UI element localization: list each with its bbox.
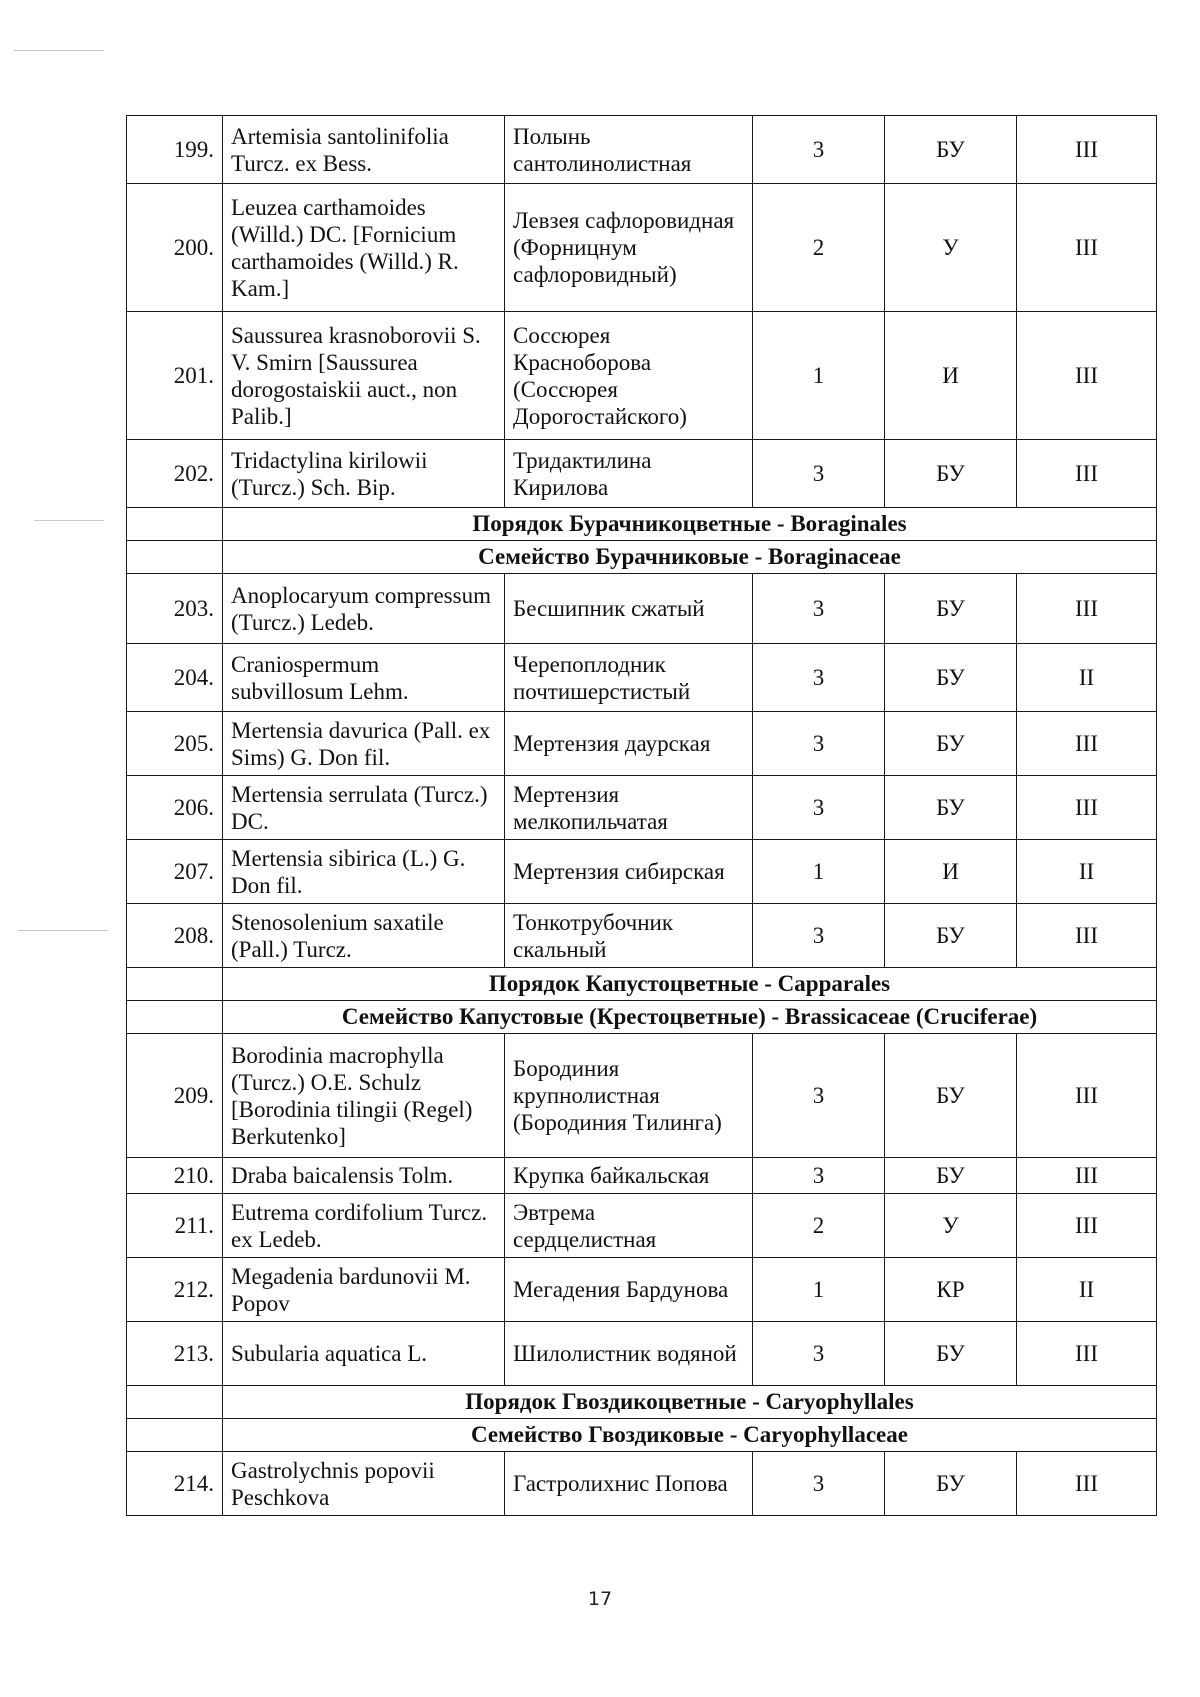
russian-name: Черепоплодник почтишерстистый [505,644,753,712]
row-number: 211. [127,1194,223,1258]
order-heading-row [127,1419,1157,1452]
row-number: 210. [127,1158,223,1194]
latin-name: Gastrolychnis popovii Peschkova [223,1452,505,1516]
species-row [127,1452,1157,1516]
latin-name: Mertensia davurica (Pall. ex Sims) G. Don fil. [223,712,505,776]
row-number: 203. [127,574,223,644]
status-value: БУ [885,644,1017,712]
heading-number-cell [127,508,223,541]
taxon-heading: Семейство Бурачниковые - Boraginaceae [223,541,1157,574]
family-heading-row [127,1001,1157,1034]
latin-name: Artemisia santolinifolia Turcz. ex Bess. [223,116,505,184]
order-heading-row [127,968,1157,1001]
row-number: 205. [127,712,223,776]
species-row [127,1322,1157,1386]
russian-name: Мертензия мелкопильчатая [505,776,753,840]
category-value: 3 [753,574,885,644]
status-value: БУ [885,1452,1017,1516]
row-number: 214. [127,1452,223,1516]
row-number: 207. [127,840,223,904]
russian-name: Левзея сафлоровидная (Форницнум сафлоровидный) [505,184,753,312]
status-value: БУ [885,904,1017,968]
class-value: II [1017,840,1157,904]
scan-artifact-line [14,50,104,51]
class-value: III [1017,312,1157,440]
status-value: БУ [885,1322,1017,1386]
category-value: 3 [753,1452,885,1516]
russian-name: Соссюрея Красноборова (Соссюрея Дорогостайского) [505,312,753,440]
category-value: 3 [753,712,885,776]
species-row [127,1258,1157,1322]
status-value: БУ [885,776,1017,840]
russian-name: Тридактилина Кирилова [505,440,753,508]
russian-name: Шилолистник водяной [505,1322,753,1386]
russian-name: Бесшипник сжатый [505,574,753,644]
family-heading-row [127,1386,1157,1419]
class-value: III [1017,1322,1157,1386]
status-value: И [885,840,1017,904]
status-value: БУ [885,1158,1017,1194]
page-number: 17 [587,1588,613,1610]
russian-name: Крупка байкальская [505,1158,753,1194]
latin-name: Mertensia sibirica (L.) G. Don fil. [223,840,505,904]
species-row [127,312,1157,440]
class-value: III [1017,574,1157,644]
status-value: БУ [885,712,1017,776]
row-number: 201. [127,312,223,440]
category-value: 3 [753,116,885,184]
category-value: 3 [753,904,885,968]
class-value: II [1017,1258,1157,1322]
row-number: 213. [127,1322,223,1386]
class-value: III [1017,776,1157,840]
heading-number-cell [127,1001,223,1034]
category-value: 3 [753,776,885,840]
latin-name: Draba baicalensis Tolm. [223,1158,505,1194]
species-row [127,904,1157,968]
species-row [127,440,1157,508]
latin-name: Eutrema cordifolium Turcz. ex Ledeb. [223,1194,505,1258]
heading-number-cell [127,1419,223,1452]
russian-name: Эвтрема сердцелистная [505,1194,753,1258]
taxon-heading: Семейство Гвоздиковые - Caryophyllaceae [223,1419,1157,1452]
class-value: III [1017,184,1157,312]
russian-name: Полынь сантолинолистная [505,116,753,184]
class-value: III [1017,712,1157,776]
latin-name: Subularia aquatica L. [223,1322,505,1386]
latin-name: Megadenia bardunovii M. Popov [223,1258,505,1322]
heading-number-cell [127,541,223,574]
taxon-heading: Порядок Бурачникоцветные - Boraginales [223,508,1157,541]
status-value: КР [885,1258,1017,1322]
heading-number-cell [127,1386,223,1419]
status-value: У [885,1194,1017,1258]
russian-name: Бородиния крупнолистная (Бородиния Тилинга) [505,1034,753,1158]
status-value: БУ [885,574,1017,644]
species-row [127,1034,1157,1158]
taxon-heading: Порядок Гвоздикоцветные - Caryophyllales [223,1386,1157,1419]
row-number: 199. [127,116,223,184]
species-row [127,1158,1157,1194]
species-row [127,574,1157,644]
species-table-body [127,116,1157,1516]
row-number: 200. [127,184,223,312]
class-value: III [1017,904,1157,968]
category-value: 3 [753,440,885,508]
category-value: 3 [753,1158,885,1194]
family-heading-row [127,541,1157,574]
russian-name: Мертензия сибирская [505,840,753,904]
species-row [127,116,1157,184]
latin-name: Tridactylina kirilowii (Turcz.) Sch. Bip. [223,440,505,508]
russian-name: Мегадения Бардунова [505,1258,753,1322]
status-value: И [885,312,1017,440]
class-value: III [1017,440,1157,508]
species-row [127,644,1157,712]
class-value: III [1017,116,1157,184]
species-row [127,184,1157,312]
category-value: 2 [753,1194,885,1258]
species-row [127,712,1157,776]
row-number: 208. [127,904,223,968]
latin-name: Anoplocaryum compressum (Turcz.) Ledeb. [223,574,505,644]
class-value: III [1017,1194,1157,1258]
status-value: У [885,184,1017,312]
heading-number-cell [127,968,223,1001]
latin-name: Craniospermum subvillosum Lehm. [223,644,505,712]
row-number: 204. [127,644,223,712]
latin-name: Mertensia serrulata (Turcz.) DC. [223,776,505,840]
russian-name: Тонкотрубочник скальный [505,904,753,968]
taxon-heading: Порядок Капустоцветные - Capparales [223,968,1157,1001]
class-value: III [1017,1034,1157,1158]
latin-name: Saussurea krasnoborovii S. V. Smirn [Saussurea dorogostaiskii auct., non Palib.] [223,312,505,440]
scan-artifact-line [34,520,104,521]
category-value: 1 [753,312,885,440]
category-value: 2 [753,184,885,312]
species-row [127,1194,1157,1258]
category-value: 1 [753,840,885,904]
row-number: 206. [127,776,223,840]
species-table [126,115,1157,1516]
row-number: 212. [127,1258,223,1322]
category-value: 1 [753,1258,885,1322]
taxon-heading: Семейство Капустовые (Крестоцветные) - Brassicaceae (Cruciferae) [223,1001,1157,1034]
russian-name: Мертензия даурская [505,712,753,776]
latin-name: Borodinia macrophylla (Turcz.) O.E. Schulz [Borodinia tilingii (Regel) Berkutenko] [223,1034,505,1158]
order-heading-row [127,508,1157,541]
category-value: 3 [753,1322,885,1386]
category-value: 3 [753,1034,885,1158]
status-value: БУ [885,1034,1017,1158]
scan-artifact-line [18,930,108,931]
russian-name: Гастролихнис Попова [505,1452,753,1516]
row-number: 202. [127,440,223,508]
row-number: 209. [127,1034,223,1158]
latin-name: Stenosolenium saxatile (Pall.) Turcz. [223,904,505,968]
species-row [127,776,1157,840]
status-value: БУ [885,440,1017,508]
latin-name: Leuzea carthamoides (Willd.) DC. [Fornicium carthamoides (Willd.) R. Kam.] [223,184,505,312]
status-value: БУ [885,116,1017,184]
category-value: 3 [753,644,885,712]
class-value: III [1017,1452,1157,1516]
species-row [127,840,1157,904]
class-value: II [1017,644,1157,712]
class-value: III [1017,1158,1157,1194]
